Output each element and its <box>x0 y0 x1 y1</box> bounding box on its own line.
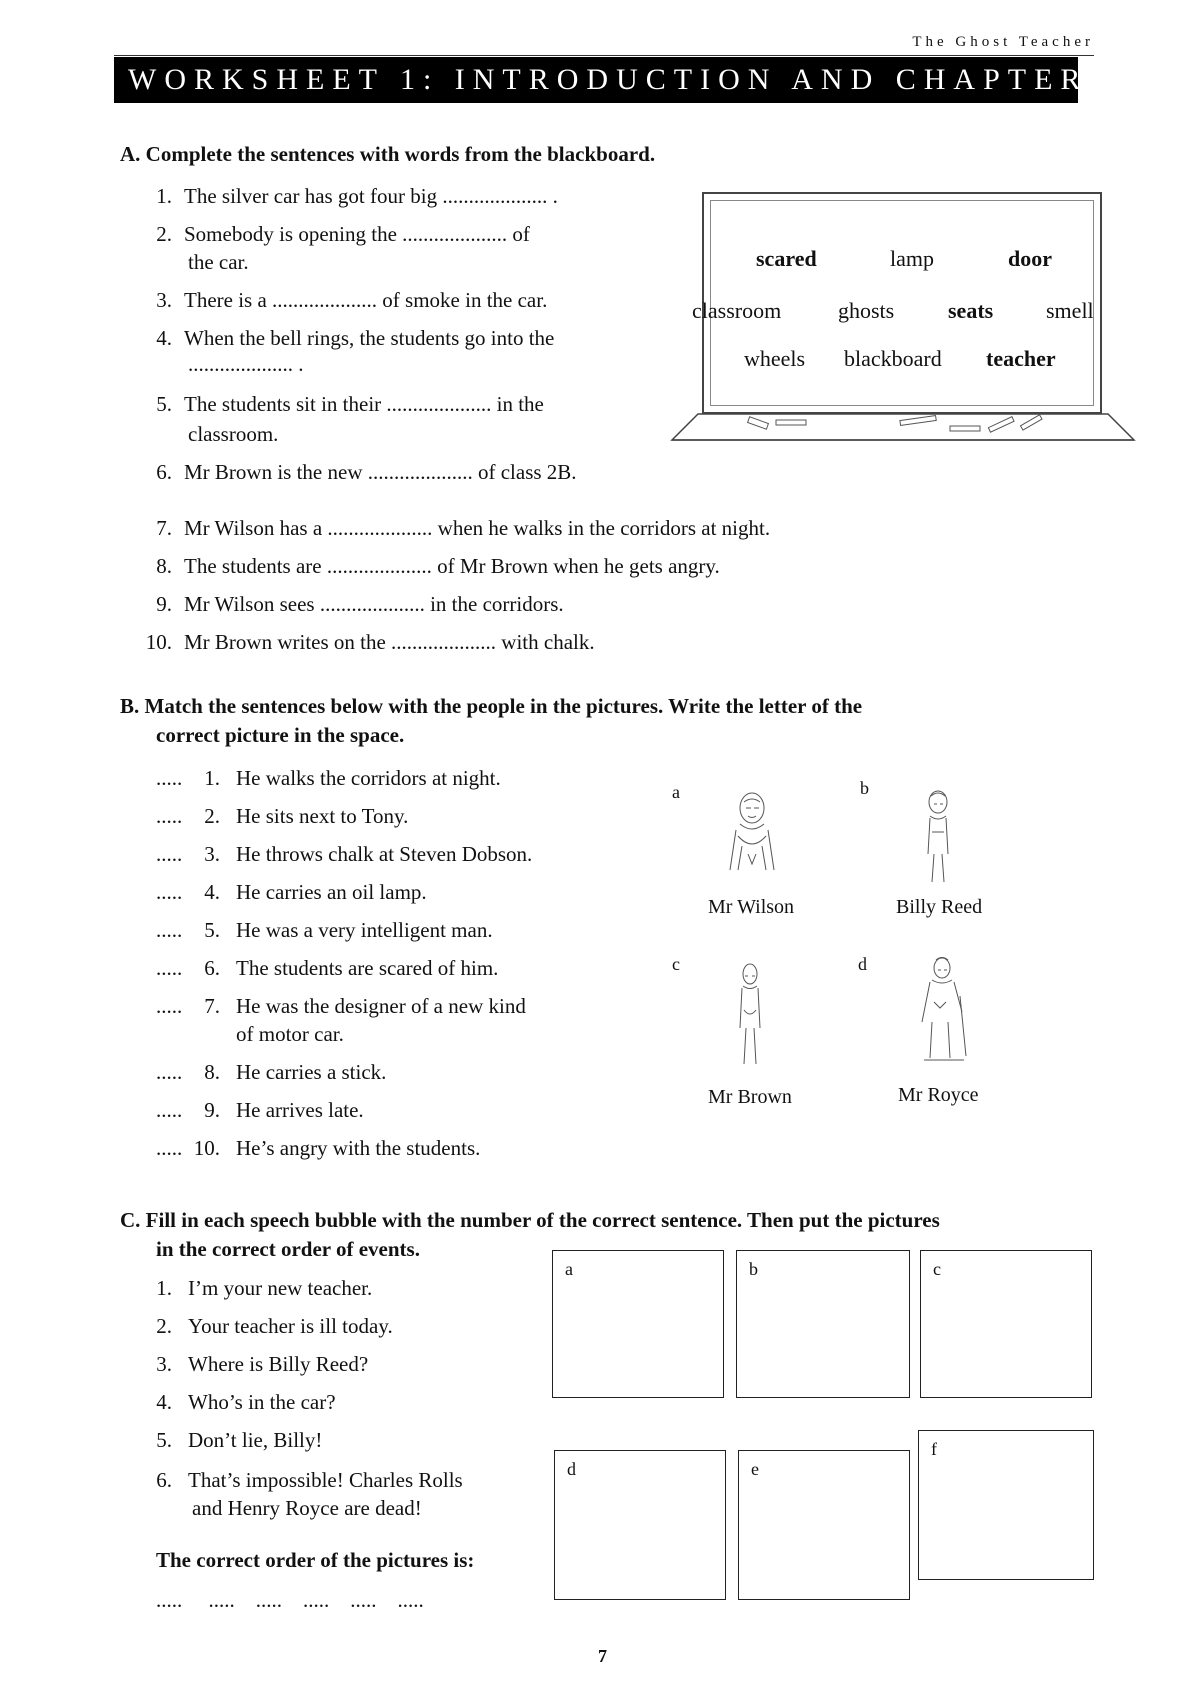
board-word: seats <box>948 298 994 323</box>
picture-panel-e: e <box>738 1450 910 1600</box>
section-b-heading: B. Match the sentences below with the people in the pictures. Write the letter of the <box>120 694 863 718</box>
order-blanks: ..... ..... ..... ..... ..... ..... <box>156 1588 424 1612</box>
board-word: smell <box>1046 298 1094 323</box>
picture-panel-a: a <box>552 1250 724 1398</box>
chalk-ledge <box>668 410 1138 450</box>
section-a-heading: A. Complete the sentences with words from the blackboard. <box>120 142 656 166</box>
order-label: The correct order of the pictures is: <box>156 1548 475 1572</box>
board-word: lamp <box>890 246 934 271</box>
portrait-mr-brown <box>730 960 770 1070</box>
portrait-mr-wilson <box>718 784 788 884</box>
blackboard <box>692 192 1102 414</box>
picture-panel-b: b <box>736 1250 910 1398</box>
board-word: classroom <box>692 298 782 323</box>
section-c-heading: C. Fill in each speech bubble with the number of the correct sentence. Then put the pictures <box>120 1208 940 1232</box>
board-word: scared <box>756 246 817 271</box>
portrait-mr-royce <box>912 952 982 1070</box>
section-c-heading-2: in the correct order of events. <box>156 1237 420 1261</box>
worksheet-title: WORKSHEET 1: INTRODUCTION AND CHAPTER 1 <box>114 57 1078 103</box>
board-word: teacher <box>986 346 1056 371</box>
book-title: The Ghost Teacher <box>912 34 1094 50</box>
picture-letter: c <box>672 954 680 974</box>
header-rule <box>114 55 1094 56</box>
picture-panel-f: f <box>918 1430 1094 1580</box>
picture-letter: d <box>858 954 867 974</box>
picture-letter: b <box>860 778 869 798</box>
portrait-billy-reed <box>914 786 964 886</box>
picture-letter: a <box>672 782 680 802</box>
board-word: wheels <box>744 346 806 371</box>
section-b-heading-2: correct picture in the space. <box>156 723 405 747</box>
portrait-name: Mr Wilson <box>708 896 795 918</box>
picture-panel-c: c <box>920 1250 1092 1398</box>
board-word: door <box>1008 246 1052 271</box>
page-number: 7 <box>598 1646 607 1666</box>
board-word: ghosts <box>838 298 895 323</box>
portrait-name: Mr Brown <box>708 1086 792 1108</box>
portrait-name: Mr Royce <box>898 1084 979 1106</box>
picture-panel-d: d <box>554 1450 726 1600</box>
board-word: blackboard <box>844 346 942 371</box>
portrait-name: Billy Reed <box>896 896 983 918</box>
